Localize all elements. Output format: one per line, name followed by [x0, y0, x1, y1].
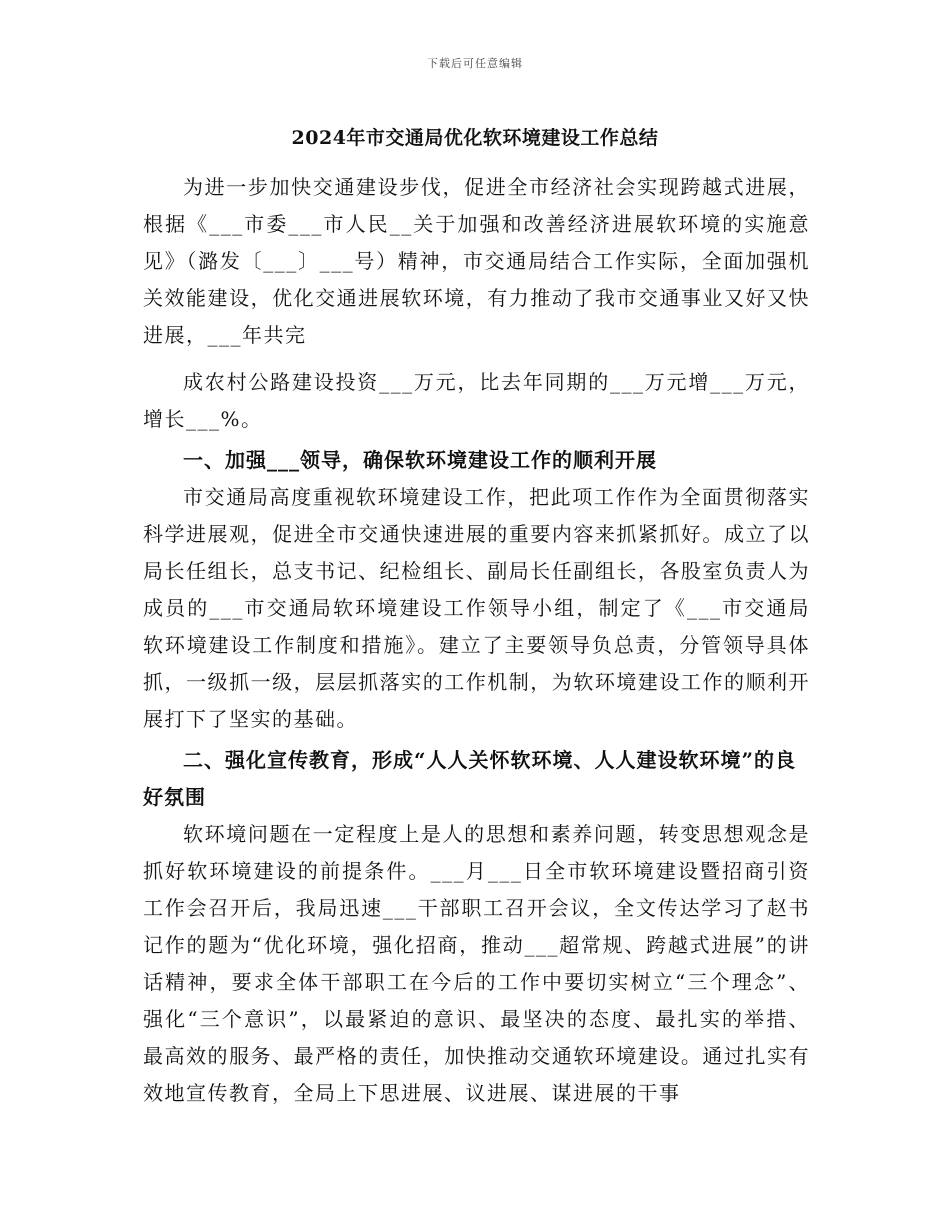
intro-paragraph-1: 为进一步加快交通建设步伐，促进全市经济社会实现跨越式进展，根据《___市委___市人民__关于加强和改善经济进展软环境的实施意见》（潞发〔___〕___号）精神，市交通局结合工作实际，全面加强机关效能建设，优化交通进展软环境，有力推动了我市交通事业又好又快进展，___年共完	[143, 175, 810, 347]
document-body	[143, 169, 810, 1112]
section-2-heading: 二、强化宣传教育，形成“人人关怀软环境、人人建设软环境”的良好氛围	[143, 748, 797, 809]
page-header-note: 下载后可任意编辑	[427, 57, 523, 70]
section-1-paragraph: 市交通局高度重视软环境建设工作，把此项工作作为全面贯彻落实科学进展观，促进全市交通快速进展的重要内容来抓紧抓好。成立了以局长任组长，总支书记、纪检组长、副局长任副组长，各股室负责人为成员的___市交通局软环境建设工作领导小组，制定了《___市交通局软环境建设工作制度和措施》。建立了主要领导负总责，分管领导具体抓，一级抓一级，层层抓落实的工作机制，为软环境建设工作的顺利开展打下了坚实的基础。	[143, 485, 810, 731]
intro-paragraph-2: 成农村公路建设投资___万元，比去年同期的___万元增___万元，增长___%。	[143, 370, 810, 431]
document-title: 2024年市交通局优化软环境建设工作总结	[291, 127, 659, 149]
section-2-paragraph: 软环境问题在一定程度上是人的思想和素养问题，转变思想观念是抓好软环境建设的前提条件。___月___日全市软环境建设暨招商引资工作会召开后，我局迅速___干部职工召开会议，全文传达学习了赵书记作的题为“优化环境，强化招商，推动___超常规、跨越式进展”的讲话精神，要求全体干部职工在今后的工作中要切实树立“三个理念”、强化“三个意识”，以最紧迫的意识、最坚决的态度、最扎实的举措、最高效的服务、最严格的责任，加快推动交通软环境建设。通过扎实有效地宣传教育，全局上下思进展、议进展、谋进展的干事	[143, 822, 810, 1105]
section-1-heading: 一、加强___领导，确保软环境建设工作的顺利开展	[183, 448, 657, 472]
